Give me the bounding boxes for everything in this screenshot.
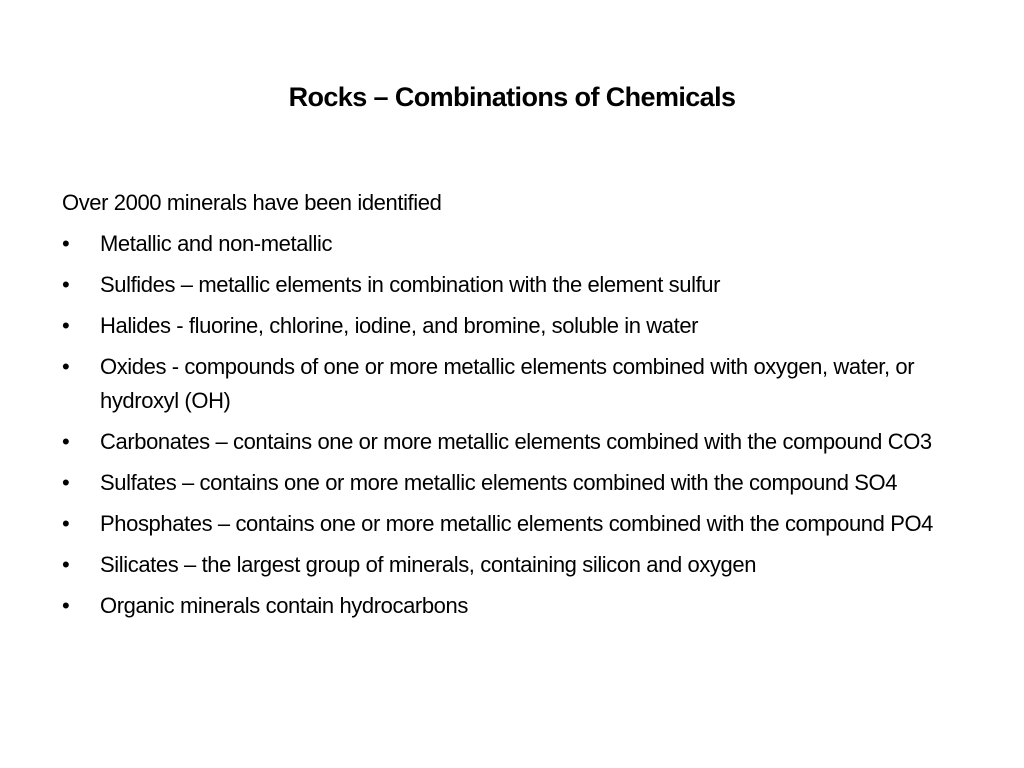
bullet-text: Metallic and non-metallic bbox=[100, 231, 333, 256]
list-item bbox=[62, 227, 972, 261]
bullet-icon: • bbox=[62, 593, 70, 618]
bullet-icon: • bbox=[62, 231, 70, 256]
bullet-text: Sulfides – metallic elements in combination with the element sulfur bbox=[100, 272, 721, 297]
bullet-icon: • bbox=[62, 552, 70, 577]
bullet-text: Carbonates – contains one or more metallic elements combined with the compound CO3 bbox=[100, 429, 932, 454]
list-item bbox=[62, 350, 972, 418]
bullet-list bbox=[62, 227, 972, 623]
bullet-icon: • bbox=[62, 470, 70, 495]
slide-body bbox=[62, 186, 972, 630]
bullet-icon: • bbox=[62, 354, 70, 379]
slide-title: Rocks – Combinations of Chemicals bbox=[288, 82, 736, 112]
list-item bbox=[62, 548, 972, 582]
list-item bbox=[62, 268, 972, 302]
bullet-icon: • bbox=[62, 313, 70, 338]
list-item bbox=[62, 589, 972, 623]
list-item bbox=[62, 309, 972, 343]
intro-text: Over 2000 minerals have been identified bbox=[62, 190, 442, 215]
bullet-text: Phosphates – contains one or more metallic elements combined with the compound PO4 bbox=[100, 511, 934, 536]
list-item bbox=[62, 507, 972, 541]
bullet-text: Silicates – the largest group of minerals, containing silicon and oxygen bbox=[100, 552, 757, 577]
bullet-text: Sulfates – contains one or more metallic elements combined with the compound SO4 bbox=[100, 470, 898, 495]
list-item bbox=[62, 425, 972, 459]
bullet-icon: • bbox=[62, 429, 70, 454]
bullet-text: Halides - fluorine, chlorine, iodine, and bromine, soluble in water bbox=[100, 313, 699, 338]
bullet-icon: • bbox=[62, 272, 70, 297]
bullet-text: Organic minerals contain hydrocarbons bbox=[100, 593, 468, 618]
bullet-icon: • bbox=[62, 511, 70, 536]
bullet-text: Oxides - compounds of one or more metallic elements combined with oxygen, water, or hydroxyl (OH) bbox=[100, 354, 915, 413]
list-item bbox=[62, 466, 972, 500]
